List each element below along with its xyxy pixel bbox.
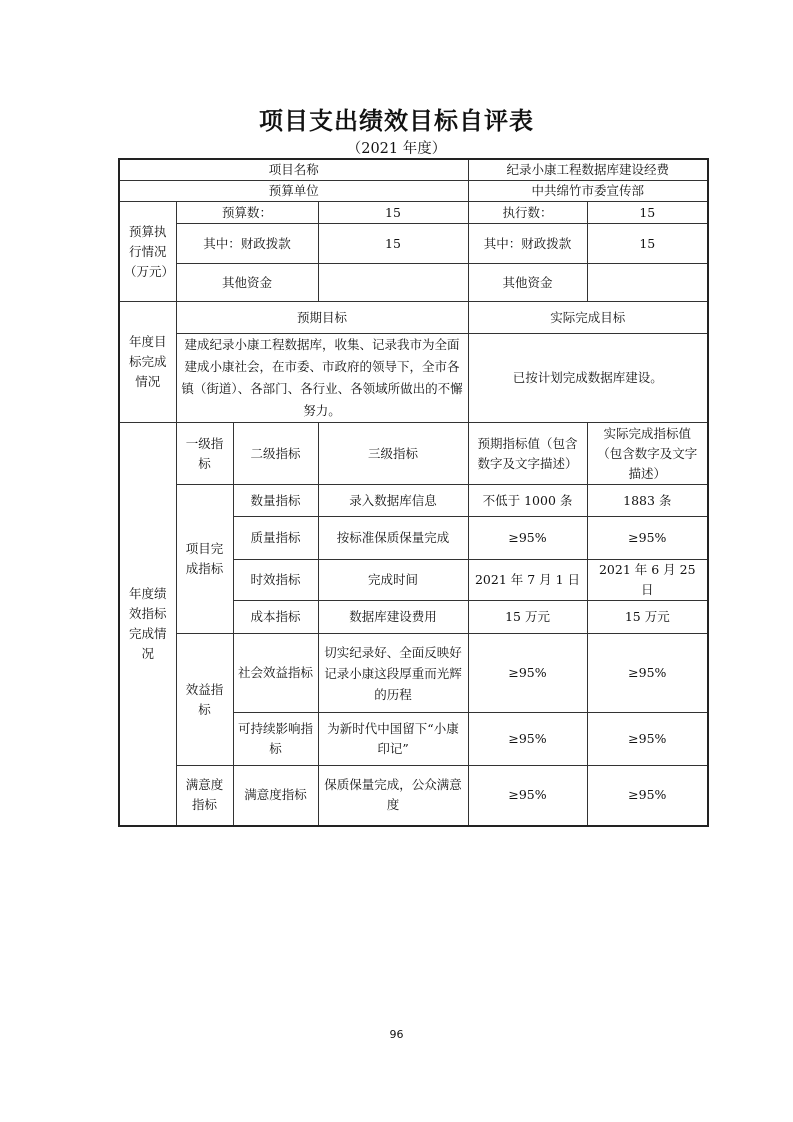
level3-indicator: 数据库建设费用 — [318, 601, 468, 634]
other-funds-exec-label: 其他资金 — [468, 264, 587, 302]
budget-amount-label: 预算数： — [176, 202, 318, 224]
level2-indicator: 成本指标 — [233, 601, 318, 634]
budget-amount-value: 15 — [318, 202, 468, 224]
other-funds-exec — [587, 264, 708, 302]
fiscal-funds-label: 其中：财政拨款 — [176, 224, 318, 264]
self-evaluation-table — [118, 158, 709, 827]
actual-value: ≥95% — [587, 634, 708, 713]
header-level3: 三级指标 — [318, 423, 468, 485]
annual-goal-label: 年度目标完成情况 — [119, 302, 176, 423]
expected-value: 2021 年 7 月 1 日 — [468, 560, 587, 601]
execution-amount-label: 执行数： — [468, 202, 587, 224]
level3-indicator: 为新时代中国留下“小康印记” — [318, 713, 468, 766]
document-subtitle: （2021 年度） — [346, 141, 447, 157]
expected-value: ≥95% — [468, 517, 587, 560]
expected-goal-header: 预期目标 — [176, 302, 468, 334]
actual-value: 1883 条 — [587, 485, 708, 517]
level2-indicator: 社会效益指标 — [233, 634, 318, 713]
document-title: 项目支出绩效目标自评表 — [259, 107, 534, 135]
project-name-label: 项目名称 — [119, 159, 468, 181]
header-level1: 一级指标 — [176, 423, 233, 485]
level3-indicator: 录入数据库信息 — [318, 485, 468, 517]
page-number: 96 — [389, 1028, 404, 1041]
indicator-group-label: 效益指标 — [176, 634, 233, 766]
expected-value: ≥95% — [468, 634, 587, 713]
fiscal-funds-exec-label: 其中：财政拨款 — [468, 224, 587, 264]
header-expected: 预期指标值（包含数字及文字描述） — [468, 423, 587, 485]
actual-value: ≥95% — [587, 713, 708, 766]
actual-goal-text: 已按计划完成数据库建设。 — [468, 334, 708, 423]
level3-indicator: 保质保量完成，公众满意度 — [318, 766, 468, 826]
actual-value: 15 万元 — [587, 601, 708, 634]
project-name-value: 纪录小康工程数据库建设经费 — [468, 159, 708, 181]
level3-indicator: 完成时间 — [318, 560, 468, 601]
level3-indicator: 按标准保质保量完成 — [318, 517, 468, 560]
fiscal-funds-exec: 15 — [587, 224, 708, 264]
level3-indicator: 切实纪录好、全面反映好记录小康这段厚重而光辉的历程 — [318, 634, 468, 713]
expected-value: ≥95% — [468, 766, 587, 826]
budget-unit-value: 中共绵竹市委宣传部 — [468, 181, 708, 202]
execution-amount-value: 15 — [587, 202, 708, 224]
indicator-group-label: 满意度指标 — [176, 766, 233, 826]
expected-value: 15 万元 — [468, 601, 587, 634]
fiscal-funds-budget: 15 — [318, 224, 468, 264]
header-level2: 二级指标 — [233, 423, 318, 485]
level2-indicator: 时效指标 — [233, 560, 318, 601]
expected-goal-text: 建成纪录小康工程数据库，收集、记录我市为全面建成小康社会，在市委、市政府的领导下，全市各镇（街道）、各部门、各行业、各领域所做出的不懈努力。 — [176, 334, 468, 423]
other-funds-budget — [318, 264, 468, 302]
actual-goal-header: 实际完成目标 — [468, 302, 708, 334]
other-funds-label: 其他资金 — [176, 264, 318, 302]
expected-value: 不低于 1000 条 — [468, 485, 587, 517]
performance-section-label: 年度绩效指标完成情况 — [119, 423, 176, 826]
header-actual: 实际完成指标值（包含数字及文字描述） — [587, 423, 708, 485]
budget-unit-label: 预算单位 — [119, 181, 468, 202]
actual-value: ≥95% — [587, 517, 708, 560]
actual-value: 2021 年 6 月 25 日 — [587, 560, 708, 601]
expected-value: ≥95% — [468, 713, 587, 766]
budget-section-label: 预算执行情况（万元） — [119, 202, 176, 302]
actual-value: ≥95% — [587, 766, 708, 826]
level2-indicator: 可持续影响指标 — [233, 713, 318, 766]
level2-indicator: 质量指标 — [233, 517, 318, 560]
indicator-group-label: 项目完成指标 — [176, 485, 233, 634]
level2-indicator: 满意度指标 — [233, 766, 318, 826]
level2-indicator: 数量指标 — [233, 485, 318, 517]
